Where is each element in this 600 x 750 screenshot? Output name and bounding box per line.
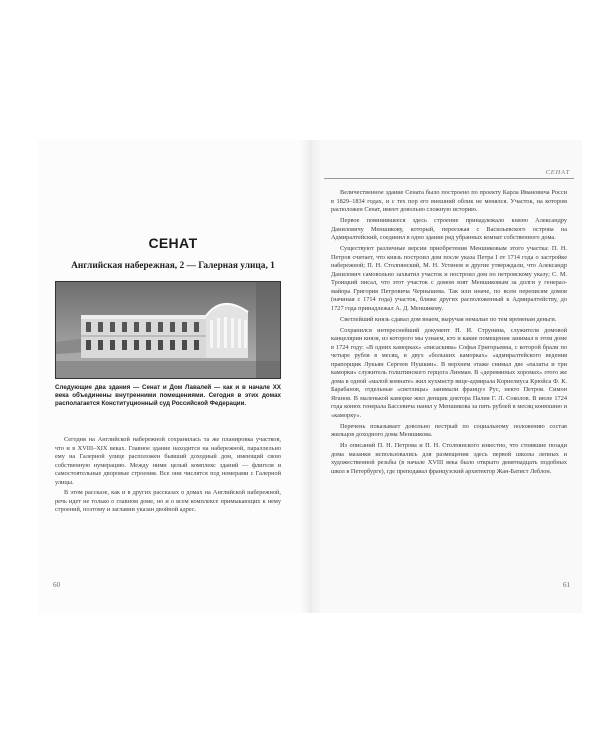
senate-photo (55, 281, 281, 379)
book-gutter-shadow (300, 140, 322, 613)
right-body-text (331, 189, 567, 476)
paragraph: Из описаний П. Н. Петрова и П. Н. Столпянского известно, что стоявшие позади дома мазанки использовались для размещения здесь первой школы лепных и художественной резьбы (в начале XVIII века было открыто девятнадцать подобных школ в Петербурге), где преподавал французский архитектор Жан-Батист Леблон. (331, 442, 567, 475)
paragraph: В этом рассказе, как и в других рассказах о домах на Английской набережной, речь идет не только о главном доме, но и о всем комплексе примыкающих к нему строений, поэтому и заглавии указан двойной адрес. (55, 489, 281, 513)
left-page (38, 140, 308, 613)
paragraph: Первое повинившееся здесь строение принадлежало князю Александру Даниловичу Меншикову, который, переезжая с Васильевского острова на Адмиралтейский, соединил в одно здание ряд убранных комнат собственного дома. (331, 217, 567, 241)
lead-paragraph: Следующие два здания — Сенат и Дом Лавалей — как и в начале XX века объединены внутренними помещениями. Сегодня в этих домах располагается Конституционный суд Российской Федерации. (55, 384, 281, 408)
page-title: СЕНАТ (148, 235, 198, 251)
paragraph: Светлейший князь сдавал дом внаем, выручая немалые по тем временам деньги. (340, 315, 557, 323)
running-head: СЕНАТ (545, 169, 570, 176)
senate-building-illustration (56, 282, 280, 378)
right-page (314, 140, 582, 613)
address-subtitle: Английская набережная, 2 — Галерная улица, 1 (71, 261, 275, 271)
left-body-text (55, 436, 281, 515)
page-number: 61 (563, 581, 570, 589)
header-rule (324, 178, 574, 179)
paragraph: Сохранился интереснейший документ Н. И. Струнина, служителя домовой канцелярии князя, из которого мы узнаем, кто и какие помещения занимал в этом доме в 1724 году: «В одних каморках» «писаскива» Софья Григорьевна, с которой брали по четыре рубля в месяц, в двух «больших каморках» «адмиралтейского ведения прапорщик Лукьян Сергеев Нушкин». В верхнем этаже снимал две «палаты и три каморки» служитель голштинского герцога Линман. В «деревянных хоромах» этого же дома в одной «малой комнате» жил кухмистр вице-адмирала Корнелиуса Крюйса Ф. К. Барабанов, отдельные «светлицы» занимали француз Рус, некто Петров. Симон Яганов. В маленькой каморке жил денщик доктора Палия Г. Л. Соколов. В июле 1724 года конюх генерала Бассевича нанял у Меншикова за пять рублей в месяц конюшню и «каморку». (331, 326, 567, 419)
book-spread (38, 140, 582, 613)
paragraph: Величественное здание Сената было построено по проекту Карла Ивановича Росси в 1829–1834 годах, и с тех пор его внешний облик не менялся. Участок, на котором расположен Сенат, имеет довольно сложную историю. (331, 189, 567, 213)
paragraph: Сегодня на Английской набережной сохранилась та же планировка участков, что и в XVIII–XIX веках. Главное здание находится на набережной, параллельно ему на Галерной улице расположен бывший доходный дом, имеющий свою собственную нумерацию. Между ними целый комплекс зданий — флигеля и самостоятельные дворовые строения. Все они числятся под номерами с Галерной улицы. (55, 436, 281, 486)
page-number: 60 (53, 581, 60, 589)
paragraph: Перечень показывает довольно пестрый по социальному положению состав жильцов доходного дома Меншикова. (331, 422, 567, 438)
paragraph: Существуют различные версии приобретения Меншиковым этого участка: П. Н. Петров считает, что князь построил дом после указа Петра I от 1714 года о застройке набережной; П. Н. Столпянский, М. Н. Устинов и другие утверждали, что Александр Данилович самовольно захватил участок и построил дом по петровскому указу; С. М. Троицкий писал, что этот участок с домом взят Меншиковым за долги у генерал-майора Григория Петровича Чернышева. Так или иначе, по всем переписям домов (начиная с 1714 года) участок, ближе других расположенный к Адмиралтейству, до 1727 года принадлежал А. Д. Меншикову. (331, 245, 567, 312)
